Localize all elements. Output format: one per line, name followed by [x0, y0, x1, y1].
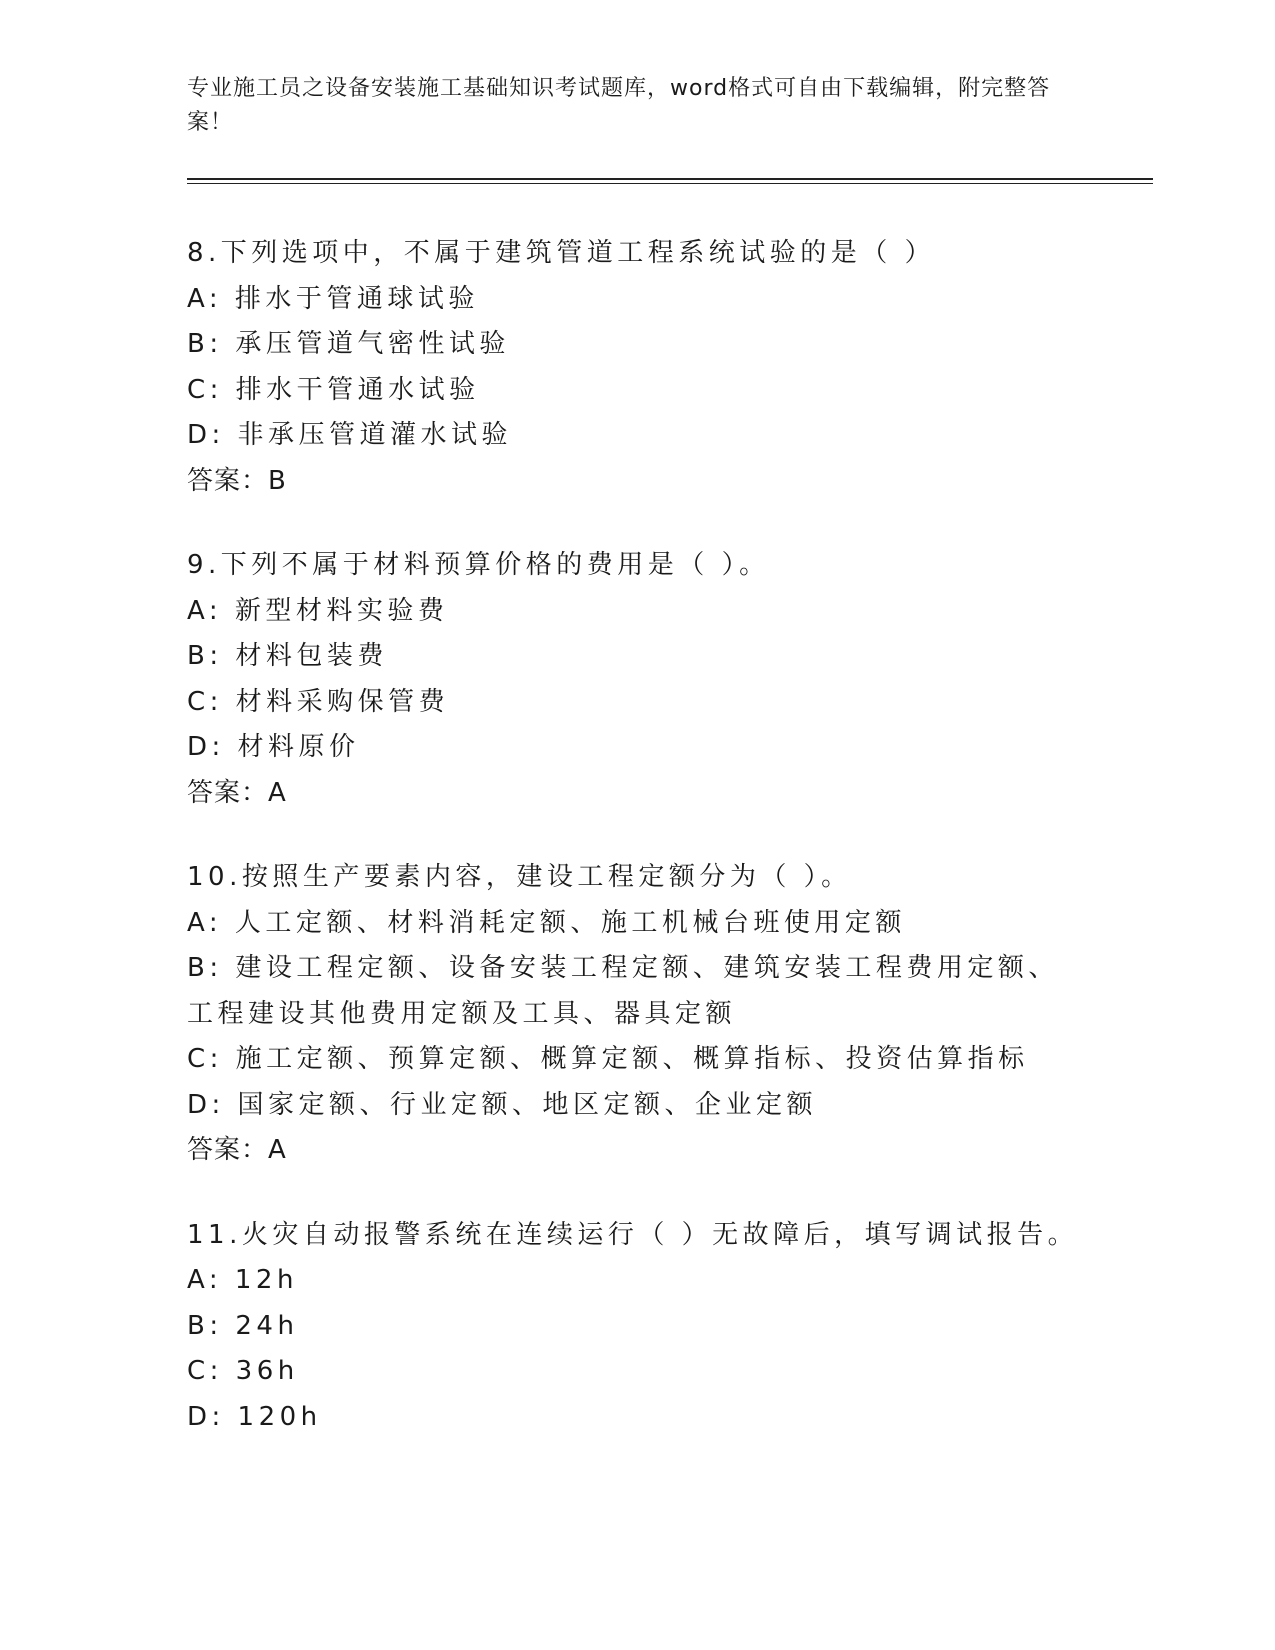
option-d: D: 120h — [187, 1401, 322, 1432]
option-c: C: 施工定额、预算定额、概算定额、概算指标、投资估算指标 — [187, 1044, 1029, 1074]
question-list — [187, 231, 1087, 1479]
option-b: B: 承压管道气密性试验 — [187, 329, 510, 359]
option-a: A: 新型材料实验费 — [187, 595, 449, 626]
option-b: B: 建设工程定额、设备安装工程定额、建筑安装工程费用定额、工程建设其他费用定额及工具、器具定额 — [187, 953, 1059, 1029]
question-11 — [187, 1213, 1087, 1441]
question-stem: 8.下列选项中，不属于建筑管道工程系统试验的是（ ） — [187, 238, 936, 268]
question-9 — [187, 543, 1087, 816]
answer: 答案：A — [187, 1135, 287, 1165]
document-header — [187, 72, 1067, 140]
option-a: A: 12h — [187, 1265, 298, 1295]
question-10 — [187, 855, 1087, 1174]
answer: 答案：A — [187, 777, 287, 808]
option-d: D: 非承压管道灌水试验 — [187, 420, 513, 450]
header-divider-thick — [187, 178, 1153, 180]
header-divider-thin — [187, 183, 1153, 184]
option-d: D: 国家定额、行业定额、地区定额、企业定额 — [187, 1089, 818, 1120]
option-a: A: 排水于管通球试验 — [187, 283, 479, 314]
option-c: C: 材料采购保管费 — [187, 686, 450, 717]
option-b: B: 材料包装费 — [187, 641, 388, 671]
option-d: D: 材料原价 — [187, 732, 360, 762]
header-title: 专业施工员之设备安装施工基础知识考试题库，word格式可自由下载编辑，附完整答案！ — [187, 76, 1051, 135]
option-c: C: 排水干管通水试验 — [187, 374, 480, 405]
answer: 答案：B — [187, 465, 287, 496]
question-stem: 11.火灾自动报警系统在连续运行（ ）无故障后，填写调试报告。 — [187, 1219, 1079, 1250]
question-stem: 10.按照生产要素内容，建设工程定额分为（ ）。 — [187, 862, 852, 892]
option-a: A: 人工定额、材料消耗定额、施工机械台班使用定额 — [187, 907, 906, 938]
option-b: B: 24h — [187, 1310, 299, 1341]
option-c: C: 36h — [187, 1356, 299, 1386]
question-8 — [187, 231, 1087, 504]
question-stem: 9.下列不属于材料预算价格的费用是（ ）。 — [187, 550, 770, 580]
